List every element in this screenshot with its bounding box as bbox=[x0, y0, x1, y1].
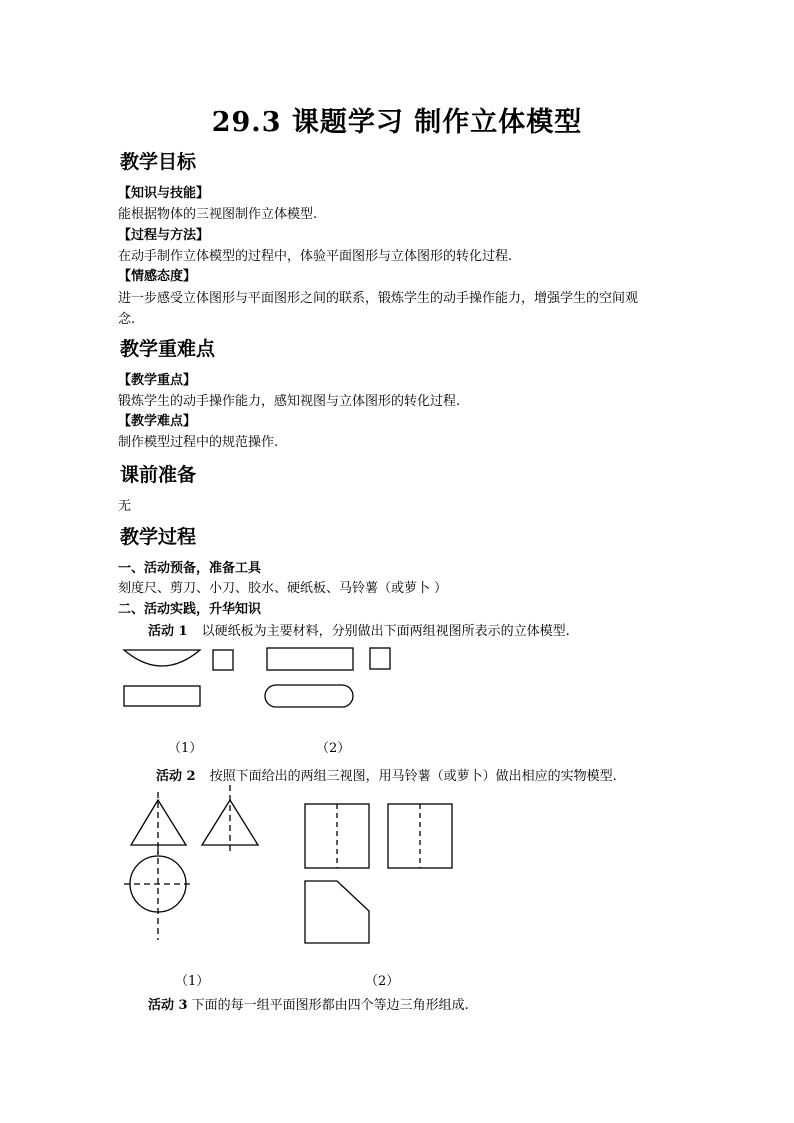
tools-list: 刻度尺、剪刀、小刀、胶水、硬纸板、马铃薯（或萝卜 ） bbox=[118, 581, 448, 596]
step1-heading: 一、活动预备，准备工具 bbox=[118, 561, 262, 576]
small-square-view bbox=[213, 650, 233, 670]
activity-3-label: 活动 3 bbox=[148, 998, 188, 1013]
process-method-label: 【过程与方法】 bbox=[118, 228, 210, 243]
activity-2-caption-2: （2） bbox=[365, 974, 400, 989]
activity-1-text: 以硬纸板为主要材料，分别做出下面两组视图所表示的立体模型. bbox=[201, 624, 570, 639]
process-method-text: 在动手制作立体模型的过程中，体验平面图形与立体图形的转化过程. bbox=[118, 249, 513, 264]
activity-2-label: 活动 2 bbox=[156, 769, 196, 784]
activity-1-label: 活动 1 bbox=[148, 624, 188, 639]
section-heading-key-points: 教学重难点 bbox=[120, 338, 216, 360]
pentagon-top-view bbox=[305, 881, 369, 943]
section-heading-process: 教学过程 bbox=[120, 526, 197, 548]
section-heading-goals: 教学目标 bbox=[120, 151, 197, 173]
emotion-attitude-text-line2: 念. bbox=[118, 312, 136, 327]
emotion-attitude-label: 【情感态度】 bbox=[118, 269, 197, 284]
emotion-attitude-text-line1: 进一步感受立体图形与平面图形之间的联系，锻炼学生的动手操作能力，增强学生的空间观 bbox=[118, 291, 639, 306]
rectangle-view bbox=[124, 686, 200, 706]
teaching-focus-label: 【教学重点】 bbox=[118, 373, 197, 388]
activity-1-caption-2: （2） bbox=[316, 741, 351, 756]
activity-3-text: 下面的每一组平面图形都由四个等边三角形组成. bbox=[191, 998, 469, 1013]
activity-1-caption-1: （1） bbox=[168, 741, 203, 756]
activity-2-text: 按照下面给出的两组三视图，用马铃薯（或萝卜）做出相应的实物模型. bbox=[209, 769, 617, 784]
page-title: 29.3 课题学习 制作立体模型 bbox=[211, 107, 583, 138]
activity-2-caption-1: （1） bbox=[175, 974, 210, 989]
teaching-difficulty-text: 制作模型过程中的规范操作. bbox=[118, 435, 279, 450]
teaching-focus-text: 锻炼学生的动手操作能力，感知视图与立体图形的转化过程. bbox=[118, 394, 461, 409]
small-square-view-2 bbox=[370, 648, 390, 669]
knowledge-skills-label: 【知识与技能】 bbox=[118, 186, 210, 201]
rounded-rectangle-view bbox=[265, 685, 353, 707]
step2-heading: 二、活动实践，升华知识 bbox=[118, 602, 262, 617]
preparation-text: 无 bbox=[118, 499, 132, 514]
semicircle-segment-view bbox=[124, 650, 200, 666]
knowledge-skills-text: 能根据物体的三视图制作立体模型. bbox=[118, 207, 318, 222]
section-heading-preparation: 课前准备 bbox=[120, 464, 197, 486]
long-rectangle-view bbox=[267, 648, 353, 670]
teaching-difficulty-label: 【教学难点】 bbox=[118, 414, 197, 429]
